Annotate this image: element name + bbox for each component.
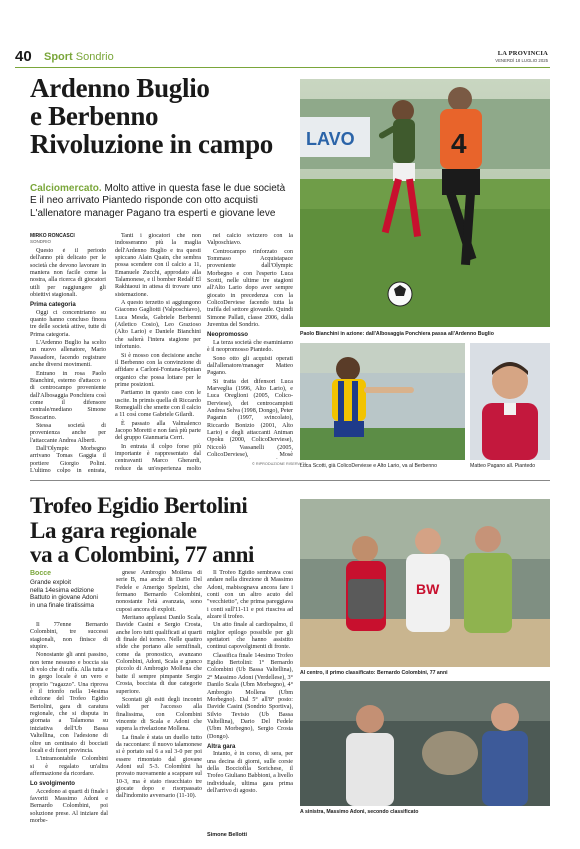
- headline-line: La gara regionale: [30, 517, 197, 543]
- jersey-number: 4: [451, 128, 467, 159]
- byline-name: MIRKO RONCASCI: [30, 233, 75, 239]
- soccer-action-illustration: [300, 79, 550, 327]
- headline-line: Rivoluzione in campo: [30, 129, 274, 159]
- paragraph: La finale è stata un duello tutto da raccontare: il nuovo talamonese si è portato sul 6 a sul 3-0 per poi essere rimontato dal giovane Adoni sul 5-3. Colombini ha provato nuovamente a scappare sul 10-3, ma è stato risucchiato tre giocate dopo e risorpassato dall'indomito avversario (11-10).: [116, 734, 202, 800]
- section-sondrio: Sondrio: [75, 51, 114, 63]
- article1-col1: [30, 248, 106, 473]
- paragraph: Si tratta dei difensori Luca Marveglia (1996, Alto Lario), e Luca Oreglioni (2005, Colico-Derviese), dei centrocampisti Andrea Selva (1998, Dongo), Peter Paganin (1997, svincolato), Riccardo Bonizio (2001, Alto Lario) e degli attaccanti Animan Opoku (2000, ColicoDerviese), Niccolò Vassanelli (2005, ColicoDerviese), Mosè: [207, 378, 293, 458]
- subheading: Prima categoria: [30, 301, 76, 309]
- coach-portrait-illustration: [470, 343, 550, 460]
- paragraph: L'intramontabile Colombini si è regalato un'altra affermazione da ricordare.: [30, 756, 108, 777]
- paragraph: È passato alla Valmalenco Jacopo Moretti e non farà più parte del gruppo Gianmaria Cerri.: [115, 420, 201, 442]
- paragraph: Questo è il periodo dell'anno più delicato per le società che devono lavorare in maniera non facile come la nostra, alla ricerca di giocatori utili per raggiungere gli obiettivi stagionali.: [30, 248, 106, 299]
- article1-headline: [30, 74, 292, 158]
- paragraph: Oggi ci concentriamo su quanto hanno concluso finora tre delle società attive, tutte di Prima categoria.: [30, 309, 106, 338]
- subheading: Altra gara: [207, 742, 236, 750]
- deck-line: nella 14esima edizione: [30, 586, 95, 594]
- article-divider: [30, 480, 550, 481]
- paragraph: Stessa società di provenienza anche per l'attaccante Andrea Alberti.: [30, 422, 106, 444]
- paragraph: Meritano applausi Danilo Scala, Davide Casini e Sergio Crosta, anche loro tutti qualificati ai quarti di finale del torneo. Nelle quattro sfide che portano alle semifinali, come da pronostico, avanzano Colombini, Adoni, Scala e granco piccolo di Ambrogio Mollena che batte il sempre pimpante Sergio Crosta, boccista di due categorie superiore.: [116, 615, 202, 695]
- trophy: [422, 731, 478, 775]
- headline-line: Trofeo Egidio Bertolini: [30, 493, 248, 518]
- paragraph: Si è mosso con decisione anche il Berbenno con la convinzione di affidare a Carloni-Fontana-Spinian organico che possa lottare per le prime posizioni.: [115, 352, 201, 388]
- header-rule: [15, 67, 550, 68]
- trophy-plaque: [348, 579, 384, 619]
- deck-line: Battuto in giovane Adoni: [30, 594, 98, 602]
- paragraph: Un atto finale al cardiopalmo, il miglior epilogo possibile per gli spettatori che hanno assistito continui capovolgimenti di fronte.: [207, 622, 293, 651]
- caption-main-photo: Paolo Bianchini in azione: dall'Albosaggia Ponchiera passa all'Ardenno Buglio: [300, 331, 494, 337]
- bocce-kicker: Bocce: [30, 570, 52, 577]
- subheading: Neopromosso: [207, 331, 248, 339]
- masthead: LA PROVINCIA: [497, 50, 548, 57]
- paragraph: Nonostante gli anni passino, non teme nessuno e boccia sia di volo che di raffa. Alla tutta e in gergo locale è un vero e proprio "ragazzo". Una riprova è il trionfo nella 14esima edizione del Trofeo Egidio Bertolini, gara di caratura regionale, che si disputa in giornata a Talamona su iniziativa dell'Ub Bassa Valtellina, con l'adesione di oltre un centinaio di bocciati locali e di fuori provincia.: [30, 652, 108, 754]
- copyright-note: © RIPRODUZIONE RISERVATA: [252, 462, 307, 466]
- paragraph: Il Trofeo Egidio sembrava così andare nella direzione di Massimo Adoni, mabisognava ancora fare i conti con un altro acuto del "vecchietto", che prima pareggiava i conti sull'11-11 e poi riusciva ad alzare il trofeo.: [207, 570, 293, 621]
- caption-pagano: Matteo Pagano all. Piantedo: [470, 463, 536, 469]
- paragraph: Dall'Olympic Morbegno arrivano Tomas Gaggia il portiere Giorgio Polini. L'ultimo colpo in entrata,: [30, 445, 106, 473]
- article2-col2: [116, 570, 202, 840]
- byline-place: SONDRIO: [30, 239, 52, 244]
- article1-col2: [115, 233, 201, 473]
- matteo-pagano-photo: [470, 343, 550, 460]
- headline-line: e Berbenno: [30, 101, 159, 131]
- deck-line: in una finale tiratissima: [30, 601, 95, 609]
- paragraph: nel calcio svizzero con la Valposchiavo.: [207, 233, 293, 247]
- luca-scotti-photo: [300, 343, 465, 460]
- page-number: 40: [15, 48, 32, 65]
- paragraph: Classifica finale 14esimo Trofeo Egidio Bertolini: 1° Bernardo Colombini (Ub Bassa Valtellina), 2° Massimo Adoni (Verdellese), 3° Danilo Scala (Ubm Morbegno), 4° Ambrogio Mollena (Ubm Morbegno). Dal 5° all'8° posto: Davide Casini (Sondrio Sportiva), Silvio Tevisio (Ub Bassa Valtellina), Dario Del Fedele (Ubm Morbegno), Sergio Crosta (Dongo).: [207, 652, 293, 740]
- deck-text: Molto attive in questa fase le due società E il neo arrivato Piantedo risponde con otto acquisti L'allenatore manager Pagano tra esperti e giovane leve: [30, 183, 286, 219]
- headline-line: Ardenno Buglio: [30, 73, 210, 103]
- paragraph: La terza società che esaminiamo è il neopromosso Piantedo.: [207, 339, 293, 354]
- paragraph: Tanti i giocatori che non indosseranno più la maglia dell'Ardenno Buglio e tra questi spiccano Alain Quain, che sembra possa scendere con il calcio a 11, Emanuele Zucchi, approdato alla Talamonese, e il bomber Redalf El Rakhtaoui in attesa di trovare uno sistemazione.: [115, 233, 201, 298]
- bocce-second-photo: [300, 681, 550, 806]
- paragraph: Entrano in rosa Paolo Bianchini, esterno d'attacco o di centrocampo proveniente dall'Albosaggia Ponchiera così come il difensore centrale/mediano Simone Boscarino.: [30, 370, 106, 421]
- paragraph: Centrocampo rinforzato con Tommaso Acquistapace proveniente dall'Olympic Morbegno e con l'esperto Luca Scotti, nelle ultime tre stagioni all'Alto Lario dopo aver sempre giocato in precedenza con la ColicoDerviese facendo tutta la trafila del settore giovanile. Quindi Simone Pallati, classe 2006, dalla Juventus del Sondrio.: [207, 248, 293, 329]
- caption-bocce-bottom: A sinistra, Massimo Adoni, secondo classificato: [300, 809, 419, 815]
- paragraph: Il 77enne Bernardo Colombini, tre successi stagionali, non finisce di stupire.: [30, 622, 108, 651]
- paragraph: Partiamo in questo caso con le uscite. In primis quella di Riccardo Romegialli che smette con il calcio a 11 così come Gabriele Gilardi.: [115, 390, 201, 419]
- paragraph: Sono otto gli acquisti operati dall'allenatore/manager Matteo Pagano.: [207, 355, 293, 377]
- shirt-text: BW: [416, 581, 440, 597]
- caption-scotti: Luca Scotti, già ColicoDerviese e Alto Lario, va al Berbenno: [300, 463, 437, 469]
- section-label: [44, 51, 114, 63]
- byline: [30, 233, 90, 244]
- paragraph: Intanto, è in corso, di sera, per una decina di giorni, sulle corsie della Bocciofila Sorichese, il Trofeo Giuliano Babbioni, a livello individuale, ultima gara prima dell'arrivo di agosto.: [207, 751, 293, 794]
- player-portrait-illustration: [300, 343, 465, 460]
- issue-date: VENERDÌ 18 LUGLIO 2025: [495, 58, 548, 63]
- podium-illustration: [300, 499, 550, 667]
- second-place-illustration: [300, 681, 550, 806]
- paragraph: Scontati gli esiti degli incontri validi per l'accesso alla finalissima, con Colombini vincente di Scala e Adoni che supera la rivelazione Mollena.: [116, 696, 202, 733]
- section-sport: Sport: [44, 51, 73, 63]
- deck-kicker: Calciomercato.: [30, 183, 102, 194]
- subheading: Lo svolgimento: [30, 780, 76, 788]
- soccer-action-photo: [300, 79, 550, 327]
- ad-banner-text: LAVO: [306, 129, 355, 149]
- paragraph: L'Ardenno Buglio ha scelto un nuovo allenatore, Mario Passadore, facendo registrare anche diversi movimenti.: [30, 340, 106, 369]
- deck-line: Grande exploit: [30, 579, 71, 586]
- article1-deck: [30, 183, 292, 220]
- paragraph: A questo terzetto si aggiungono Giacomo Gagliotti (Valposchiavo), Luca Mesda, Gabriele Berbenni (Atletico Cosio), Leo Grazioso (Alto Lario) e Daniele Bianchini che salterà l'intera stagione per infortunio.: [115, 300, 201, 351]
- caption-bocce-top: Al centro, il primo classificato: Bernardo Colombini, 77 anni: [300, 670, 448, 676]
- article2-headline: [30, 494, 295, 568]
- paragraph: In entrata il colpo forse più importante è rappresentato dal centravanti Marco Gherardi, reduce da un'esperienza molto: [115, 443, 201, 472]
- signature: Simone Bellotti: [207, 832, 248, 838]
- article2-deck: [30, 579, 110, 609]
- bocce-podium-photo: [300, 499, 550, 667]
- headline-line: va a Colombini, 77 anni: [30, 542, 255, 567]
- article2-col3: [207, 570, 293, 828]
- paragraph: Accedono ai quarti di finale i favoriti Massimo Adoni e Bernardo Colombini, poi soluzione prese. Al iniziare dal morbe-: [30, 788, 108, 824]
- paragraph: gnese Ambrogio Mollena di serie B, ma anche di Dario Del Fedele e Amerigo Spelzini, che fermano Bernardo Colombini, nonostante l'età avanzata, sono cuposi ancora di exploit.: [116, 570, 202, 613]
- article1-col3: [207, 233, 293, 459]
- article2-col1: [30, 622, 108, 837]
